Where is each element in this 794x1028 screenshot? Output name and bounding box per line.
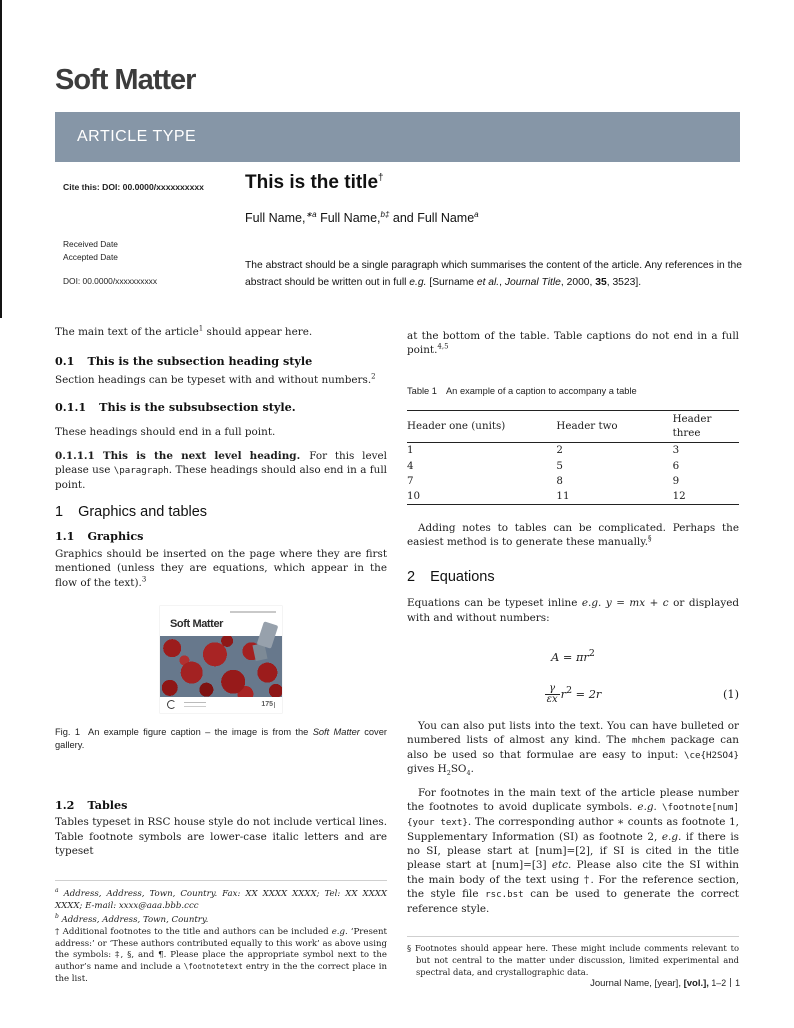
footnote-text: † Additional footnotes to the title and authors can be included bbox=[55, 926, 332, 937]
doi-label: DOI: 00.0000/xxxxxxxxxx bbox=[63, 276, 158, 286]
body-text: SO bbox=[450, 763, 467, 776]
body-text: or displayed with and without numbers: bbox=[407, 597, 740, 624]
scan-edge-line bbox=[0, 0, 2, 318]
footnote-text: Address, Address, Town, Country. Fax: XX XXXX XXXX; Tel: XX XXXX XXXX; E-mail: xxxx@aaa.bbb.ccc bbox=[55, 889, 387, 912]
table-header-row bbox=[407, 410, 739, 442]
abstract-text: , bbox=[499, 276, 505, 288]
article-type-label: ARTICLE TYPE bbox=[77, 128, 197, 145]
equation-exponent: 2 bbox=[566, 684, 573, 696]
body-text: Adding notes to tables can be complicated. Perhaps the easiest method is to generate these manually. bbox=[407, 521, 739, 549]
body-text: at the bottom of the table. Table captions do not end in a full point. bbox=[407, 330, 739, 357]
footnote-ref-3: 3 bbox=[141, 575, 147, 584]
cite-doi: Cite this: DOI: 00.0000/xxxxxxxxxx bbox=[63, 182, 204, 192]
table-cell: 1 bbox=[407, 444, 414, 457]
fraction-numerator: γ bbox=[549, 682, 556, 694]
body-text: For this level please use bbox=[55, 449, 387, 477]
body-etc: etc. bbox=[551, 859, 572, 872]
body-text: Please also cite the SI within the main body of the text using †. For the reference section, the style file bbox=[407, 859, 740, 901]
paragraph bbox=[407, 521, 739, 550]
section-heading-equations bbox=[407, 567, 739, 587]
heading-number: 1 bbox=[55, 504, 64, 521]
cover-page-number bbox=[261, 700, 275, 710]
code-mhchem: mhchem bbox=[631, 735, 665, 746]
table-caption-text: An example of a caption to accompany a table bbox=[445, 385, 637, 396]
caption-text: An example figure caption – the image is from the bbox=[88, 726, 313, 737]
heading-number: 0.1.1 bbox=[55, 400, 87, 415]
figure-label: Fig. 1 bbox=[55, 726, 80, 737]
code-ce-command: \ce{H2SO4} bbox=[683, 750, 739, 761]
body-text: if there is no SI, please start at [num]=[2], if SI is cited in the title please start at [num]=[3] bbox=[407, 830, 739, 872]
body-text: . These headings should also end in a full point. bbox=[55, 464, 387, 491]
table-cell: 3 bbox=[672, 444, 680, 457]
abstract-eg: e.g. bbox=[409, 276, 427, 288]
subsubsection-heading bbox=[55, 400, 387, 415]
footnote-address-a bbox=[55, 887, 387, 913]
article-title bbox=[245, 172, 740, 194]
paragraph bbox=[407, 329, 739, 358]
caption-text: cover gallery. bbox=[55, 726, 387, 750]
footnote-address-b bbox=[55, 913, 387, 927]
cover-footer bbox=[160, 697, 282, 713]
inline-equation: y = mx + c bbox=[605, 597, 669, 610]
article-title-text: This is the title bbox=[245, 172, 379, 193]
author-3: and Full Name bbox=[389, 211, 475, 226]
journal-logo: Soft Matter bbox=[55, 64, 196, 96]
table-cell: 10 bbox=[407, 490, 421, 503]
table-cell: 5 bbox=[556, 459, 563, 472]
abstract-text: , 3523]. bbox=[606, 276, 642, 288]
footer-journal: Journal Name, [year], bbox=[590, 978, 684, 989]
subsection-heading-tables bbox=[55, 798, 387, 813]
title-footnote-marker: † bbox=[378, 172, 384, 184]
abstract-journal-title: Journal Title bbox=[504, 276, 561, 288]
abstract-text: The abstract should be a single paragraph which summarises the content of the article. Any references in the abstract should be written out in full bbox=[245, 260, 742, 288]
page-footer bbox=[407, 978, 740, 989]
table-row bbox=[407, 473, 739, 488]
body-text: For footnotes in the main text of the article please number the footnotes to avoid duplicate symbols. bbox=[407, 787, 739, 814]
equation-exponent: 2 bbox=[588, 648, 595, 660]
body-text: You can also put lists into the text. You can have bulleted or numbered lists of almost any kind. The bbox=[407, 719, 739, 746]
left-column bbox=[55, 325, 387, 986]
footnote-ref-4-5: 4,5 bbox=[437, 342, 449, 351]
equation-fraction bbox=[545, 684, 560, 706]
author-3-marker: a bbox=[474, 210, 479, 219]
paragraph: Tables typeset in RSC house style do not include vertical lines. Table footnote symbols are lower-case italic letters and are typeset bbox=[55, 816, 387, 858]
table-row bbox=[407, 442, 739, 458]
paragraph bbox=[407, 596, 739, 625]
table-header-cell: Header two bbox=[556, 410, 672, 442]
figure-1-cover-image bbox=[160, 606, 282, 713]
subsection-heading-graphics bbox=[55, 529, 387, 544]
body-text: gives H bbox=[407, 763, 447, 776]
body-eg: e.g. bbox=[581, 597, 602, 610]
footer-volume: [vol.], bbox=[683, 978, 709, 989]
body-text: Section headings can be typeset with and without numbers. bbox=[55, 373, 372, 386]
table-header-cell: Header three bbox=[673, 410, 739, 442]
table-cell: 8 bbox=[556, 474, 563, 487]
table-cell: 12 bbox=[672, 490, 686, 503]
paragraph bbox=[55, 373, 387, 387]
footnote-rule bbox=[55, 880, 387, 986]
table-cell: 4 bbox=[407, 459, 414, 472]
example-table bbox=[407, 410, 739, 505]
display-equation-1 bbox=[407, 684, 739, 706]
caption-journal-name: Soft Matter bbox=[312, 726, 360, 737]
author-1: Full Name, bbox=[245, 211, 306, 226]
heading-text: This is the subsubsection style. bbox=[99, 400, 296, 415]
footer-page-range: 1–2 bbox=[711, 978, 727, 988]
body-text: . The corresponding author ∗ counts as footnote 1, Supplementary Information (SI) as footnote 2, bbox=[407, 816, 739, 843]
paragraph-heading: 0.1.1.1 This is the next level heading. bbox=[55, 449, 301, 462]
fraction-denominator: εx bbox=[546, 694, 558, 706]
equation-body: πr bbox=[576, 650, 589, 664]
heading-number: 1.2 bbox=[55, 797, 75, 812]
right-column bbox=[407, 329, 739, 978]
paragraph bbox=[55, 547, 387, 590]
body-text: can be used to generate the correct reference style. bbox=[407, 888, 739, 915]
paragraph bbox=[407, 786, 739, 916]
body-eg: e.g. bbox=[637, 801, 657, 814]
table-caption bbox=[407, 385, 739, 398]
body-text: . bbox=[470, 763, 474, 776]
article-type-banner bbox=[55, 112, 740, 162]
body-text: The main text of the article bbox=[55, 326, 199, 338]
paragraph: These headings should end in a full point. bbox=[55, 425, 276, 438]
code-footnote-command: \footnote[num]{your text} bbox=[407, 803, 739, 829]
heading-number: 1.1 bbox=[55, 529, 75, 544]
heading-number: 0.1 bbox=[55, 354, 75, 369]
code-footnotetext-command: \footnotetext bbox=[183, 962, 243, 972]
footnote-dagger bbox=[55, 927, 387, 986]
heading-text: Tables bbox=[87, 797, 128, 812]
footnote-marker-a: a bbox=[55, 887, 59, 895]
abstract-etal: et al. bbox=[476, 276, 500, 288]
paragraph bbox=[55, 449, 387, 492]
body-text: Graphics should be inserted on the page where they are first mentioned (unless they are equations, which appear in the flow of the text). bbox=[55, 547, 387, 589]
chem-subscript: 2 bbox=[446, 769, 451, 778]
abstract bbox=[245, 258, 742, 291]
received-date-label: Received Date bbox=[63, 239, 118, 249]
table-cell: 7 bbox=[407, 474, 414, 487]
cover-publisher-text bbox=[184, 702, 206, 707]
rsc-logo-icon bbox=[167, 700, 176, 709]
table-header-cell: Header one (units) bbox=[407, 410, 556, 442]
footnote-marker-b: b bbox=[55, 913, 59, 920]
body-eg: e.g. bbox=[661, 830, 682, 843]
heading-text: Graphics bbox=[87, 529, 144, 544]
chem-subscript: 4 bbox=[466, 769, 471, 778]
equation-relation: = bbox=[559, 650, 576, 664]
body-text: package can also be used so that formulae are easy to input: bbox=[407, 733, 739, 761]
footnote-text: ‘Present address:’ or ‘These authors contributed equally to this work’ as above using the symbols: ‡, §, and ¶. Please place the appropriate symbol next to the author’s name and include a bbox=[55, 926, 387, 973]
author-1-marker: ∗a bbox=[305, 210, 317, 219]
table-label: Table 1 bbox=[407, 385, 437, 396]
heading-text: Graphics and tables bbox=[78, 504, 208, 521]
table-cell: 2 bbox=[556, 444, 563, 457]
code-rsc-bst: rsc.bst bbox=[485, 890, 524, 901]
footer-pages bbox=[709, 978, 726, 988]
footnote-ref-2: 2 bbox=[371, 372, 376, 381]
footnote-ref-section: § bbox=[648, 534, 652, 543]
table-row bbox=[407, 458, 739, 473]
body-text: should appear here. bbox=[203, 326, 313, 338]
heading-text: This is the subsection heading style bbox=[87, 354, 313, 369]
footnote-rule bbox=[407, 936, 739, 978]
section-heading-graphics-tables bbox=[55, 502, 387, 522]
table-cell: 9 bbox=[672, 474, 680, 487]
cover-journal-title: Soft Matter bbox=[170, 617, 224, 630]
author-line bbox=[245, 210, 740, 225]
table-row bbox=[407, 489, 739, 505]
heading-number: 2 bbox=[407, 569, 416, 586]
heading-text: Equations bbox=[430, 569, 495, 586]
paragraph bbox=[407, 719, 739, 779]
abstract-volume: 35 bbox=[595, 276, 607, 288]
subsection-heading bbox=[55, 354, 387, 369]
code-paragraph-command: \paragraph bbox=[113, 466, 169, 477]
cover-page-number-text: 175 bbox=[261, 701, 273, 709]
table-cell: 6 bbox=[672, 459, 680, 472]
body-text: Equations can be typeset inline bbox=[407, 597, 582, 610]
footnote-text: Address, Address, Town, Country. bbox=[58, 914, 209, 925]
footnote-ref-1: 1 bbox=[198, 324, 204, 333]
footnote-eg: e.g. bbox=[331, 926, 348, 937]
display-equation-area bbox=[407, 647, 739, 665]
accepted-date-label: Accepted Date bbox=[63, 252, 118, 262]
footer-page-number: 1 bbox=[735, 978, 740, 988]
cover-masthead-text bbox=[230, 611, 276, 613]
abstract-text: , 2000, bbox=[560, 276, 596, 288]
equation-lhs: A bbox=[551, 650, 560, 664]
footer-divider bbox=[730, 978, 731, 987]
equation-body: r bbox=[560, 687, 567, 701]
footnote-text: entry in the the correct place in the list. bbox=[55, 962, 387, 985]
abstract-text: [Surname bbox=[426, 276, 477, 288]
equation-number: (1) bbox=[722, 687, 739, 701]
title-block bbox=[245, 172, 740, 225]
footnote-section-symbol: § Footnotes should appear here. These might include comments relevant to but not central to the matter under discussion, limited experimental and spectral data, and crystallographic data. bbox=[407, 943, 739, 977]
table-cell: 11 bbox=[556, 490, 570, 503]
author-2: Full Name, bbox=[316, 211, 381, 226]
paragraph bbox=[55, 325, 387, 339]
author-2-marker: b‡ bbox=[380, 210, 390, 219]
figure-caption bbox=[55, 726, 387, 752]
equation-rhs: = 2r bbox=[572, 687, 602, 701]
